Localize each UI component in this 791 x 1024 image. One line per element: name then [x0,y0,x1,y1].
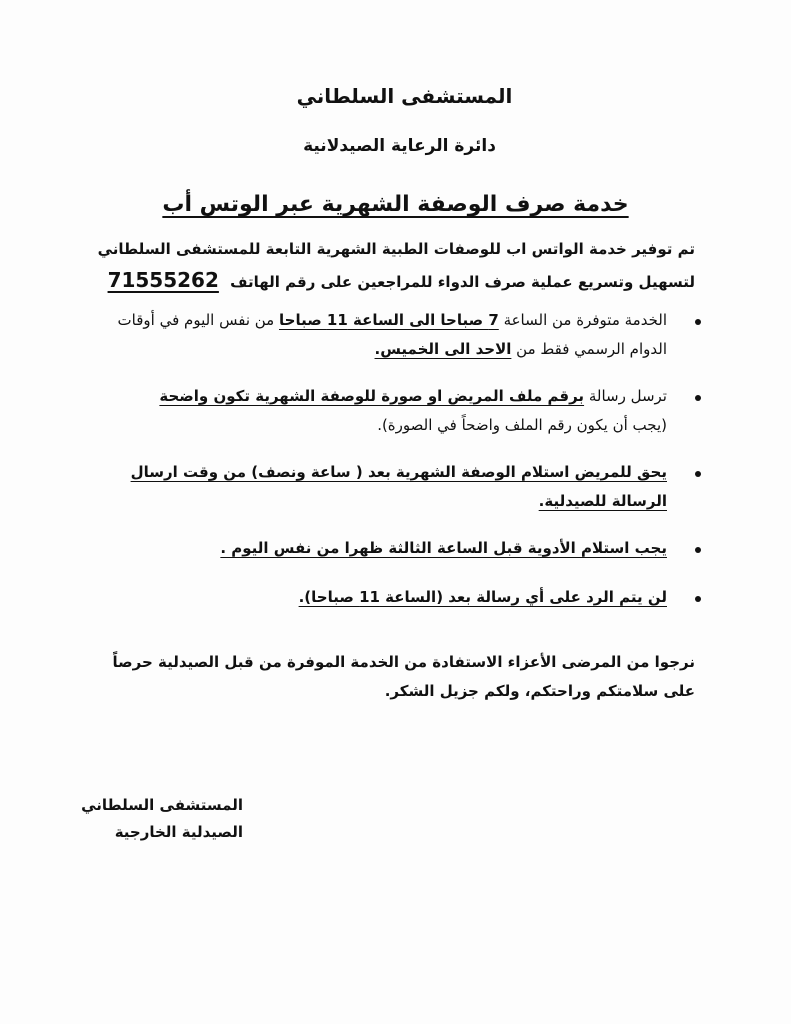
closing-line-1: نرجوا من المرضى الأعزاء الاستفادة من الخدمة الموفرة من قبل الصيدلية حرصاً [112,653,695,671]
service-title [0,192,791,217]
intro-line-1: تم توفير خدمة الواتس اب للوصفات الطبية الشهرية التابعة للمستشفى السلطاني [97,240,695,258]
b3-text: يحق للمريض استلام الوصفة الشهرية بعد ( ساعة ونصف) من وقت ارسال الرسالة للصيدلية. [130,463,667,510]
bullet-dot-icon [695,547,701,553]
phone-number: 71555262 [107,268,219,292]
signature-block [63,792,243,846]
b2-note: (يجب أن يكون رقم الملف واضحاً في الصورة). [377,416,667,434]
signature-pharmacy: الصيدلية الخارجية [114,823,243,841]
bullet-dot-icon [695,395,701,401]
list-item [111,382,671,440]
intro-line-2-text: لتسهيل وتسريع عملية صرف الدواء للمراجعين على رقم الهاتف [230,273,695,291]
b1-part2: من نفس اليوم في [159,311,275,329]
b5-text: لن يتم الرد على أي رسالة بعد (الساعة 11 صباحا). [298,588,667,606]
department-title: دائرة الرعاية الصيدلانية [303,136,496,156]
instructions-list [111,306,671,612]
intro-paragraph [95,234,695,298]
b4-text: يجب استلام الأدوية قبل الساعة الثالثة ظهرا من نفس اليوم . [220,539,667,557]
list-item [111,306,671,364]
list-item [111,458,671,516]
bullet-dot-icon [695,319,701,325]
signature-hospital: المستشفى السلطاني [81,796,243,814]
service-title-text: خدمة صرف الوصفة الشهرية عبر الوتس أب [162,192,629,217]
intro-line-2 [95,265,695,298]
closing-line-2: على سلامتكم وراحتكم، ولكم جزيل الشكر. [384,682,695,700]
b1-part1: الخدمة متوفرة من الساعة [503,311,667,329]
b1-days: الاحد الى الخميس. [374,340,512,358]
b2-emph: برقم ملف المريض او صورة للوصفة الشهرية تكون واضحة [159,387,585,405]
b1-hours: 7 صباحا الى الساعة 11 صباحا [279,311,499,329]
hospital-title: المستشفى السلطاني [296,84,513,108]
bullet-dot-icon [695,471,701,477]
b1-part3: أوقات الدوام الرسمي فقط من [117,311,667,358]
list-item [111,534,671,563]
bullet-dot-icon [695,596,701,602]
b2-part1: ترسل رسالة [588,387,667,405]
closing-paragraph [85,648,695,706]
list-item [111,583,671,612]
